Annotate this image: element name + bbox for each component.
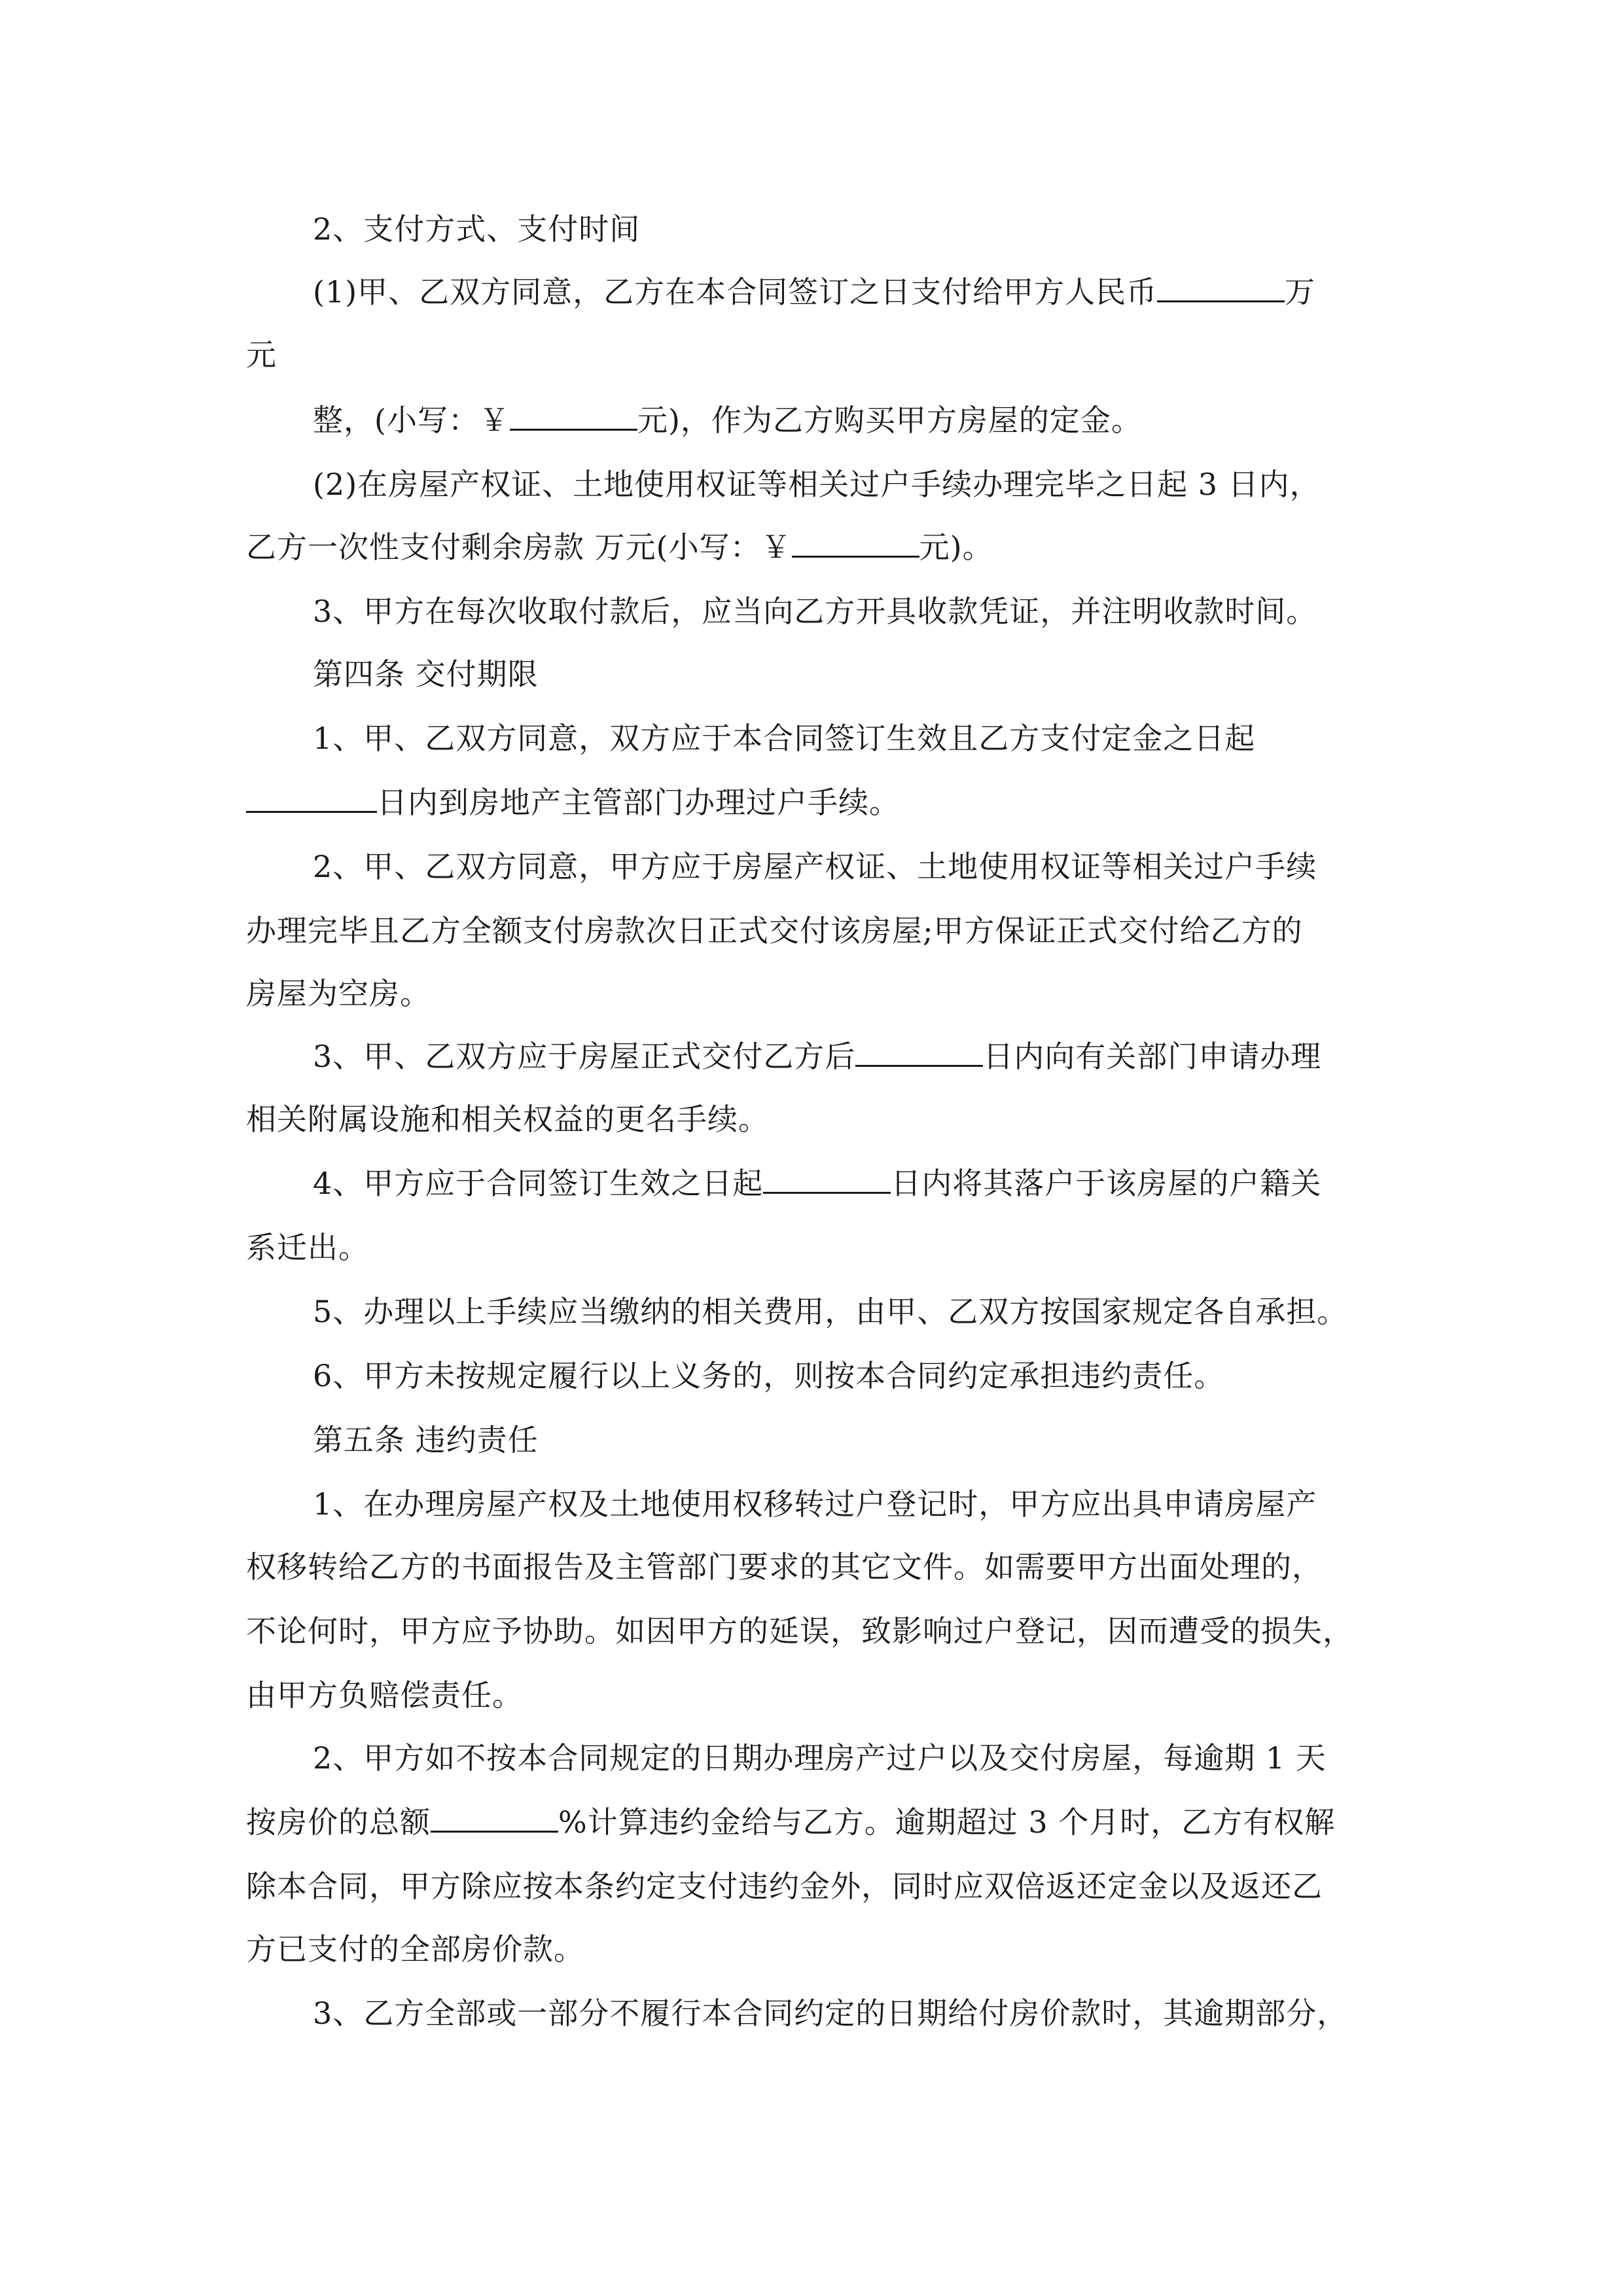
text-line — [246, 1803, 1335, 1842]
text-line — [246, 1676, 523, 1715]
text-line — [246, 1611, 1353, 1651]
line-text: 乙方一次性支付剩余房款 万元(小写：￥ — [246, 529, 792, 565]
fill-blank — [1157, 276, 1285, 302]
section-heading — [313, 1420, 539, 1460]
line-text: 4、甲方应于合同签订生效之日起 — [313, 1166, 764, 1201]
line-text: 日内将其落户于该房屋的户籍关 — [891, 1166, 1322, 1201]
text-line — [246, 911, 1303, 950]
text-line — [246, 1929, 584, 1969]
text-line — [246, 528, 993, 567]
line-text: 1、甲、乙双方同意，双方应于本合同签订生效且乙方支付定金之日起 — [313, 721, 1256, 756]
text-line — [313, 1356, 1224, 1395]
text-line — [246, 1228, 369, 1267]
fill-blank — [431, 1806, 558, 1833]
line-text: 元)。 — [919, 529, 993, 565]
line-text: 房屋为空房。 — [246, 976, 431, 1011]
fill-blank — [246, 786, 377, 813]
fill-blank — [763, 1167, 891, 1194]
line-text: 3、甲方在每次收取付款后，应当向乙方开具收款凭证，并注明收款时间。 — [313, 594, 1317, 629]
text-line — [313, 1994, 1347, 2033]
line-text: 2、支付方式、支付时间 — [313, 211, 641, 247]
line-text: 相关附属设施和相关权益的更名手续。 — [246, 1102, 769, 1137]
fill-blank — [510, 404, 637, 431]
line-text: 不论何时，甲方应予协助。如因甲方的延误，致影响过户登记，因而遭受的损失， — [246, 1613, 1353, 1649]
line-text: 6、甲方未按规定履行以上义务的，则按本合同约定承担违约责任。 — [313, 1358, 1225, 1393]
line-text: 第四条 交付期限 — [313, 656, 539, 692]
fill-blank — [792, 531, 919, 558]
line-text: (2)在房屋产权证、土地使用权证等相关过户手续办理完毕之日起 3 日内， — [313, 467, 1321, 502]
line-text: 3、甲、乙双方应于房屋正式交付乙方后 — [313, 1039, 856, 1074]
line-text: 2、甲方如不按本合同规定的日期办理房产过户以及交付房屋，每逾期 1 天 — [313, 1740, 1327, 1776]
text-line — [246, 974, 431, 1013]
text-line — [313, 465, 1321, 504]
line-text: 系迁出。 — [246, 1230, 369, 1265]
line-text: 办理完毕且乙方全额支付房款次日正式交付该房屋;甲方保证正式交付给乙方的 — [246, 913, 1303, 948]
line-text: 2、甲、乙双方同意，甲方应于房屋产权证、土地使用权证等相关过户手续 — [313, 849, 1317, 884]
section-heading — [313, 655, 539, 694]
text-line — [246, 1100, 769, 1139]
text-line — [313, 719, 1255, 758]
line-text: 元 — [246, 337, 277, 372]
text-line — [313, 1037, 1321, 1076]
text-line — [313, 209, 640, 249]
line-text: 整，(小写：￥ — [313, 403, 510, 438]
line-text: 万 — [1285, 274, 1316, 310]
line-text: 5、办理以上手续应当缴纳的相关费用，由甲、乙双方按国家规定各自承担。 — [313, 1294, 1348, 1329]
fill-blank — [855, 1040, 983, 1067]
text-line — [246, 1547, 1323, 1587]
text-line — [313, 592, 1317, 631]
text-line — [313, 1292, 1347, 1331]
line-text: (1)甲、乙双方同意，乙方在本合同签订之日支付给甲方人民币 — [313, 274, 1158, 310]
text-line — [313, 401, 1142, 440]
text-line — [313, 272, 1315, 312]
line-text: 按房价的总额 — [246, 1804, 431, 1840]
line-text: 1、在办理房屋产权及土地使用权移转过户登记时，甲方应出具申请房屋产 — [313, 1486, 1317, 1522]
line-text: 元)，作为乙方购买甲方房屋的定金。 — [637, 403, 1142, 438]
line-text: 权移转给乙方的书面报告及主管部门要求的其它文件。如需要甲方出面处理的， — [246, 1549, 1323, 1585]
line-text: 由甲方负赔偿责任。 — [246, 1677, 523, 1713]
text-line — [313, 1738, 1327, 1778]
text-line — [246, 335, 277, 374]
line-text: 除本合同，甲方除应按本条约定支付违约金外，同时应双倍返还定金以及返还乙 — [246, 1869, 1323, 1904]
text-line — [246, 1867, 1323, 1906]
line-text: 方已支付的全部房价款。 — [246, 1931, 584, 1967]
text-line — [313, 847, 1317, 886]
line-text: 日内到房地产主管部门办理过户手续。 — [377, 785, 900, 820]
line-text: 日内向有关部门申请办理 — [983, 1039, 1322, 1074]
line-text: 3、乙方全部或一部分不履行本合同约定的日期给付房价款时，其逾期部分， — [313, 1996, 1348, 2031]
line-text: 第五条 违约责任 — [313, 1422, 539, 1458]
text-line — [313, 1484, 1317, 1524]
text-line — [246, 783, 900, 822]
text-line — [313, 1164, 1321, 1203]
line-text: %计算违约金给与乙方。逾期超过 3 个月时，乙方有权解 — [558, 1804, 1336, 1840]
